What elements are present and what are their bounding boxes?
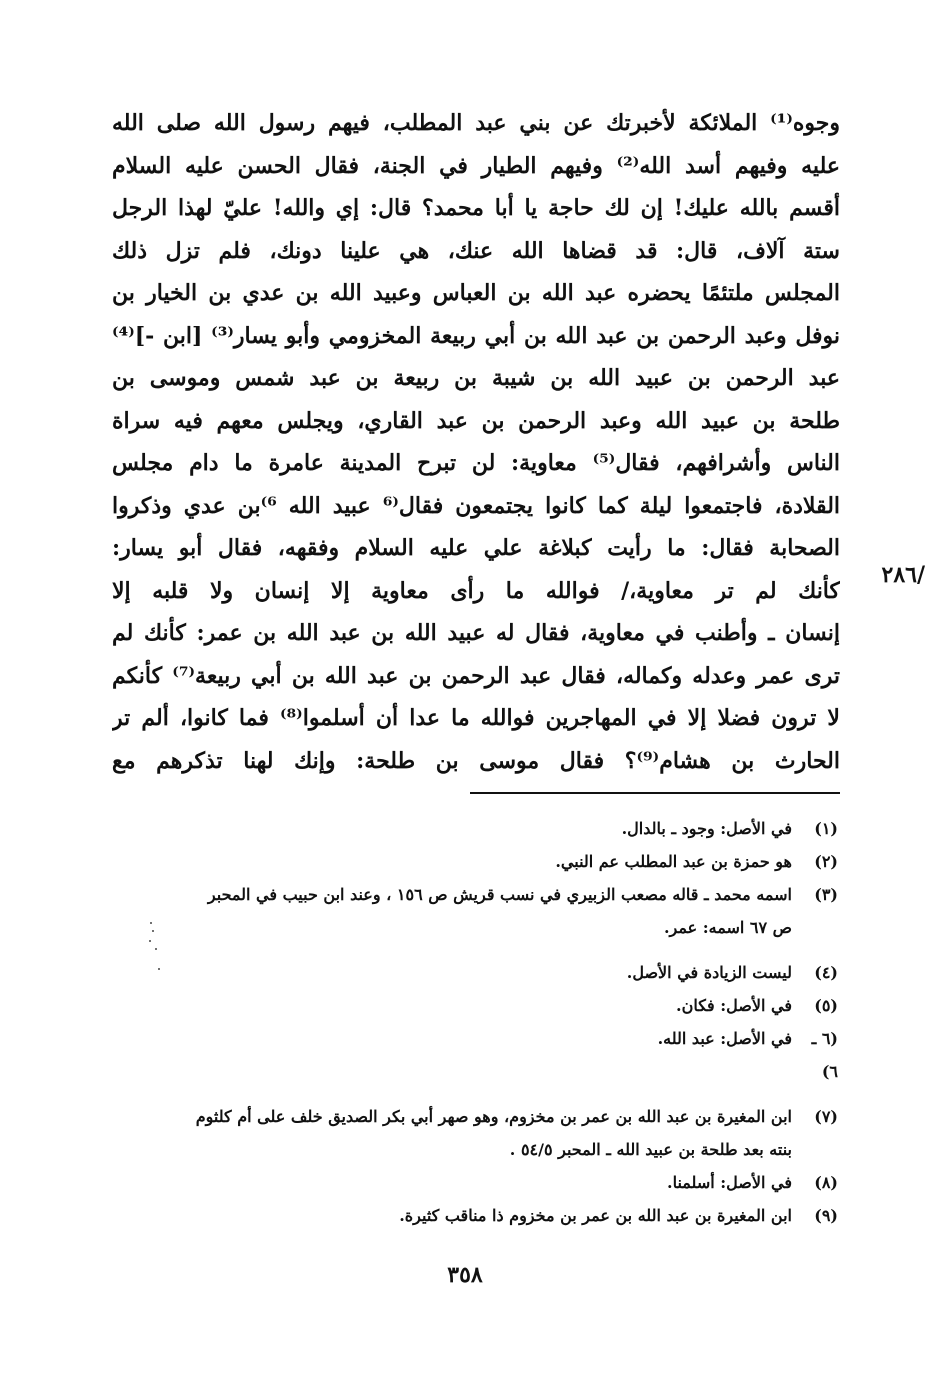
footnotes-block	[118, 812, 838, 1232]
footnote-line: ص ٦٧ اسمه: عمر.	[663, 918, 792, 937]
footnote-line: ليست الزيادة في الأصل.	[626, 963, 792, 982]
margin-page-reference: /٢٨٦	[881, 562, 925, 588]
main-text-line: المجلس ملتئمًا يحضره عبد الله بن العباس وعبيد الله بن عدي بن الخيار بن	[112, 280, 840, 306]
footnote-separator-rule	[470, 792, 840, 794]
scan-speck	[158, 968, 160, 970]
footnote-item	[118, 1022, 838, 1088]
footnote-text	[118, 812, 792, 845]
footnote-item	[118, 956, 838, 989]
scan-speck	[152, 930, 154, 932]
main-text-line: عليه وفيهم أسد الله⁽²⁾ وفيهم الطيار في الجنة، فقال الحسن عليه السلام	[112, 152, 840, 179]
main-text-line: طلحة بن عبيد الله وعبد الرحمن بن عبد القاري، ويجلس معهم فيه سراة	[112, 407, 840, 434]
footnote-number: (٣)	[814, 885, 838, 904]
main-text-line: كأنك لم تر معاوية،/ فوالله ما رأى معاوية إلا إنسان ولا قلبه إلا	[112, 577, 840, 604]
scan-speck	[149, 940, 151, 942]
main-text-line: وجوه⁽¹⁾ الملائكة لأخبرتك عن بني عبد المطلب، فيهم رسول الله صلى الله	[112, 110, 840, 136]
main-text-line: الحارث بن هشام⁽⁹⁾؟ فقال موسى بن طلحة: وإنك لهنا تذكرهم مع	[112, 747, 840, 774]
footnote-line: في الأصل: أسلمنا.	[667, 1173, 792, 1192]
main-text-line: القلادة، فاجتمعوا ليلة كما كانوا يجتمعون فقال⁽⁶ عبيد الله ⁶⁾بن عدي وذكروا	[112, 492, 840, 519]
main-text-line: نوفل وعبد الرحمن بن عبد الله بن أبي ربيعة المخزومي وأبو يسار⁽³⁾ [ابن -]⁽⁴⁾	[112, 322, 840, 349]
footnote-item	[118, 1199, 838, 1232]
footnote-item	[118, 1100, 838, 1166]
scan-speck	[155, 948, 157, 950]
footnote-line: في الأصل: عبد الله.	[657, 1029, 792, 1048]
footnote-number: (٨)	[814, 1173, 838, 1192]
main-text-line: لا ترون فضلا إلا في المهاجرين فوالله ما عدا أن أسلموا⁽⁸⁾ فما كانوا، ألم تر	[112, 705, 840, 731]
main-text-line: الصحابة فقال: ما رأيت كبلاغة علي عليه السلام وفقهه، فقال أبو يسار:	[112, 535, 840, 561]
footnote-text	[118, 1100, 792, 1166]
main-text-line: ستة آلاف، قال: قد قضاها الله عنك، هي علينا دونك، فلم تزل ذلك	[112, 237, 840, 264]
footnote-text	[118, 1199, 792, 1232]
footnote-number: (٦ ـ ٦)	[811, 1029, 838, 1081]
main-text-line: أقسم بالله عليك! إن لك حاجة يا أبا محمد؟ قال: إي والله! عليّ لهذا الرجل	[112, 195, 840, 221]
main-text-block	[112, 102, 840, 782]
footnote-item	[118, 989, 838, 1022]
footnote-number: (٢)	[814, 852, 838, 871]
footnote-line: ابن المغيرة بن عبد الله بن عمر بن مخزوم ذا مناقب كثيرة.	[399, 1206, 792, 1225]
footnote-number: (٥)	[814, 996, 838, 1015]
footnote-item	[118, 1166, 838, 1199]
footnote-line: بنته بعد طلحة بن عبيد الله ـ المحبر ٥٤/٥ .	[509, 1140, 792, 1159]
footnote-line: هو حمزة بن عبد المطلب عم النبي.	[555, 852, 792, 871]
footnote-text	[118, 956, 792, 989]
page-number: ٣٥٨	[447, 1262, 483, 1288]
footnote-item	[118, 878, 838, 944]
footnote-item	[118, 845, 838, 878]
footnote-line: ابن المغيرة بن عبد الله بن عمر بن مخزوم، وهو صهر أبي بكر الصديق خلف على أم كلثوم	[195, 1107, 792, 1126]
footnote-text	[118, 1022, 792, 1055]
main-text-line: الناس وأشرافهم، فقال⁽⁵⁾ معاوية: لن تبرح المدينة عامرة ما دام مجلس	[112, 450, 840, 476]
footnote-number: (٤)	[814, 963, 838, 982]
scan-speck	[150, 922, 152, 924]
main-text-line: عبد الرحمن بن عبيد الله بن شيبة بن ربيعة بن عبد شمس وموسى بن	[112, 365, 840, 391]
footnote-text	[118, 1166, 792, 1199]
footnote-line: في الأصل: فكان.	[676, 996, 792, 1015]
footnote-text	[118, 845, 792, 878]
main-text-line: إنسان ـ وأطنب في معاوية، فقال له عبيد الله بن عبد الله بن عمر: كأنك لم	[112, 620, 840, 646]
footnote-number: (٧)	[814, 1107, 838, 1126]
main-text-line: ترى عمر وعدله وكماله، فقال عبد الرحمن بن عبد الله بن أبي ربيعة⁽⁷⁾ كأنكم	[112, 662, 840, 689]
footnote-number: (١)	[814, 819, 838, 838]
footnote-line: اسمه محمد ـ قاله مصعب الزبيري في نسب قريش ص ١٥٦ ، وعند ابن حبيب في المحبر	[207, 885, 792, 904]
footnote-text	[118, 878, 792, 944]
footnote-text	[118, 989, 792, 1022]
footnote-number: (٩)	[814, 1206, 838, 1225]
footnote-item	[118, 812, 838, 845]
footnote-line: في الأصل: وجود ـ بالدال.	[621, 819, 792, 838]
